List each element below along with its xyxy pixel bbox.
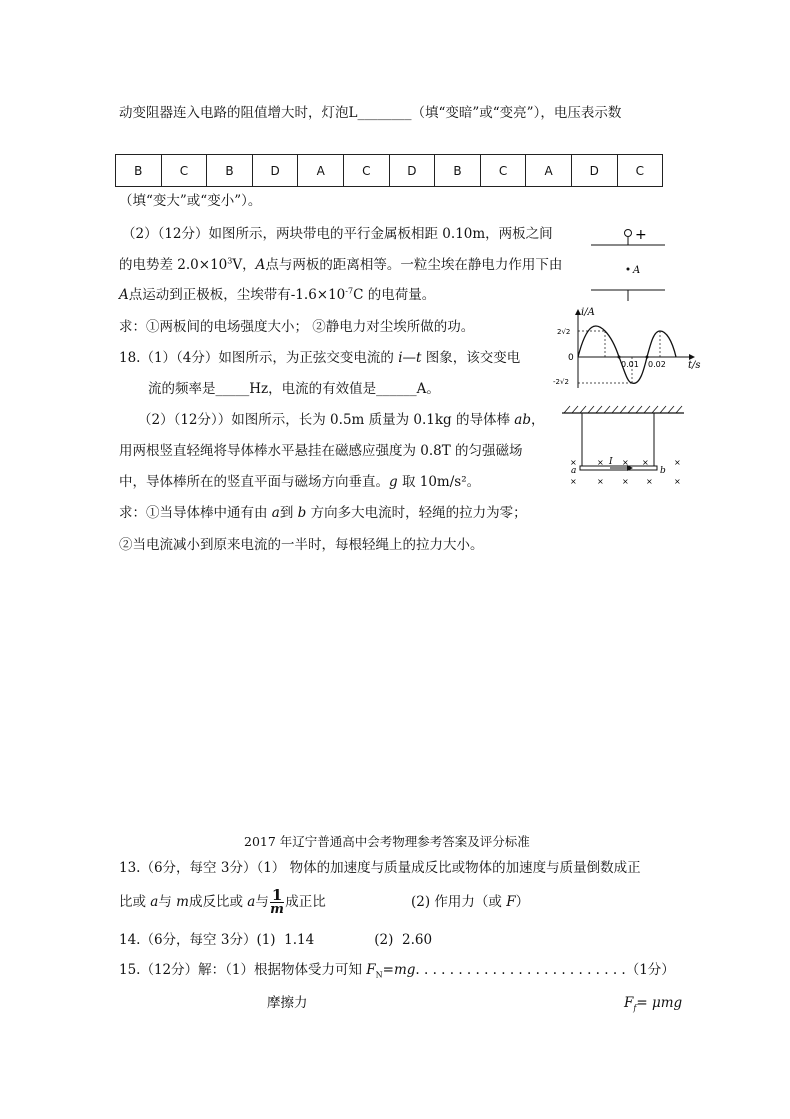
field-mark: × xyxy=(622,477,629,486)
problem-17-2-line-1: （2）（12分）如图所示，两块带电的平行金属板相距 0.10m，两板之间 xyxy=(122,226,553,242)
answer-cell: D xyxy=(389,155,435,187)
answer-cell: C xyxy=(343,155,389,187)
answer-13-part-2 xyxy=(411,892,529,912)
answer-14: 14.（6分，每空 3分）(1) 1.14 (2) 2.60 xyxy=(119,932,433,948)
answer-cell: D xyxy=(571,155,617,187)
answer-table xyxy=(115,154,663,187)
variable: b xyxy=(297,505,307,521)
answer-cell: D xyxy=(252,155,298,187)
text-span: 15.（12分）解：（1）根据物体受力可知 xyxy=(119,962,367,978)
text-span: V， xyxy=(232,257,256,273)
answer-cell: C xyxy=(161,155,207,187)
variable: a xyxy=(247,894,256,910)
variable: g xyxy=(389,474,398,490)
text-span: 的电势差 2.0×10 xyxy=(119,257,228,273)
text-span: 求：①当导体棒中通有由 xyxy=(119,505,272,521)
text-span: 到 xyxy=(279,505,298,521)
tick-label-0-02: 0.02 xyxy=(648,360,666,369)
fraction xyxy=(270,888,284,917)
text-span: ） xyxy=(515,894,530,910)
field-mark: × xyxy=(674,477,681,486)
answer-13-line-2 xyxy=(119,884,326,920)
origin-label: 0 xyxy=(568,353,574,363)
problem-18-2-line-2: 用两根竖直轻绳将导体棒水平悬挂在磁感应强度为 0.8T 的匀强磁场 xyxy=(119,443,523,459)
text-span: 与 xyxy=(255,894,269,910)
text-span: 方向多大电流时，轻绳的拉力为零； xyxy=(306,505,527,521)
field-mark: × xyxy=(597,477,604,486)
y-min-label: -2√2 xyxy=(553,378,569,386)
text-span: C 的电荷量。 xyxy=(353,287,436,303)
field-mark: × xyxy=(674,458,681,467)
answer-key-title: 2017 年辽宁普通高中会考物理参考答案及评分标准 xyxy=(244,834,530,849)
exponent: 3 xyxy=(227,256,233,266)
answer-cell: C xyxy=(617,155,663,187)
text-span: 与 xyxy=(158,894,177,910)
exponent: -7 xyxy=(345,286,354,296)
subscript: f xyxy=(633,1003,637,1013)
answer-15-line-1 xyxy=(119,960,675,980)
text-span: (2) 作用力（或 xyxy=(411,894,507,910)
zero-crossing-dot xyxy=(646,356,649,359)
answer-cell: B xyxy=(116,155,162,187)
field-mark: × xyxy=(570,477,577,486)
terminal-circle xyxy=(625,230,632,237)
variable: i—t xyxy=(398,350,422,366)
problem-17-2-line-3 xyxy=(119,285,435,305)
rod-end-a-label: a xyxy=(571,466,577,476)
ceiling-hatch xyxy=(564,406,682,413)
answer-15-friction-formula xyxy=(624,993,682,1013)
zero-crossing-dot xyxy=(618,356,621,359)
answer-cell: A xyxy=(298,155,344,187)
text-line-2: （填“变大”或“变小”）。 xyxy=(119,193,262,209)
field-mark: × xyxy=(622,458,629,467)
answer-cell: B xyxy=(207,155,253,187)
text-span: 18.（1）（4分）如图所示，为正弦交变电流的 xyxy=(119,350,399,366)
y-max-label: 2√2 xyxy=(557,328,571,336)
fraction-numerator: 1 xyxy=(271,886,283,904)
answer-cell: C xyxy=(480,155,526,187)
variable: F xyxy=(506,894,516,910)
problem-18-2-question-1 xyxy=(119,503,527,523)
text-span: 取 10m/s²。 xyxy=(397,474,481,490)
text-span: 成正比 xyxy=(285,894,326,910)
point-label: A xyxy=(119,287,129,303)
answer-row xyxy=(116,155,663,187)
variable: F xyxy=(624,995,634,1011)
text-span: （2）（12分））如图所示，长为 0.5m 质量为 0.1kg 的导体棒 xyxy=(138,412,515,428)
text-line-1: 动变阻器连入电路的阻值增大时，灯泡L________（填“变暗”或“变亮”），电压表示数 xyxy=(119,105,622,121)
answer-cell: A xyxy=(526,155,572,187)
answer-15-friction-label: 摩擦力 xyxy=(267,995,308,1011)
field-mark: × xyxy=(642,458,649,467)
text-span: ， xyxy=(531,412,545,428)
sine-curve xyxy=(578,326,676,383)
problem-17-2-line-2 xyxy=(119,255,562,275)
tick-label-0-01: 0.01 xyxy=(621,360,639,369)
text-span: 点与两板的距离相等。一粒尘埃在静电力作用下由 xyxy=(265,257,563,273)
variable: m xyxy=(176,894,189,910)
point-a-label: A xyxy=(633,265,641,276)
field-mark: × xyxy=(597,458,604,467)
problem-18-1-line-1 xyxy=(119,348,520,368)
variable: a xyxy=(271,505,280,521)
text-span: = μmg xyxy=(636,995,683,1011)
x-axis-label: t/s xyxy=(688,360,701,371)
problem-18-2-question-2: ②当电流减小到原来电流的一半时，每根轻绳上的拉力大小。 xyxy=(119,537,484,553)
variable: ab xyxy=(514,412,531,428)
variable: a xyxy=(150,894,159,910)
point-label: A xyxy=(255,257,266,273)
rod-end-b-label: b xyxy=(660,466,666,476)
problem-18-2-line-1 xyxy=(138,410,545,430)
plus-sign: + xyxy=(635,227,647,243)
problem-17-2-question: 求：①两板间的电场强度大小； ②静电力对尘埃所做的功。 xyxy=(119,319,475,335)
answer-13-line-1: 13.（6分，每空 3分）（1） 物体的加速度与质量成反比或物体的加速度与质量倒数成正 xyxy=(119,860,641,876)
field-mark: × xyxy=(646,477,653,486)
text-span: =mg xyxy=(382,962,416,978)
y-axis-label: i/A xyxy=(581,307,595,318)
text-span: . . . . . . . . . . . . . . . . . . . . . . . . .（1分） xyxy=(415,962,675,978)
current-label: I xyxy=(609,457,613,467)
field-mark: × xyxy=(570,458,577,467)
subscript: N xyxy=(375,970,383,980)
text-span: 成反比或 xyxy=(188,894,248,910)
variable: F xyxy=(366,962,376,978)
parallel-plates-figure xyxy=(585,222,675,304)
point-a-dot xyxy=(627,268,630,271)
text-span: 图象，该交变电 xyxy=(421,350,521,366)
text-span: 中，导体棒所在的竖直平面与磁场方向垂直。 xyxy=(119,474,389,490)
conductor-rod-figure xyxy=(560,403,688,489)
problem-18-1-line-2: 流的频率是_____Hz，电流的有效值是______A。 xyxy=(148,381,440,397)
problem-18-2-line-3 xyxy=(119,472,480,492)
sine-current-graph xyxy=(548,304,708,396)
text-span: 点运动到正极板，尘埃带有-1.6×10 xyxy=(128,287,346,303)
fraction-denominator: m xyxy=(270,902,284,917)
text-span: 比或 xyxy=(119,894,151,910)
answer-cell: B xyxy=(435,155,481,187)
